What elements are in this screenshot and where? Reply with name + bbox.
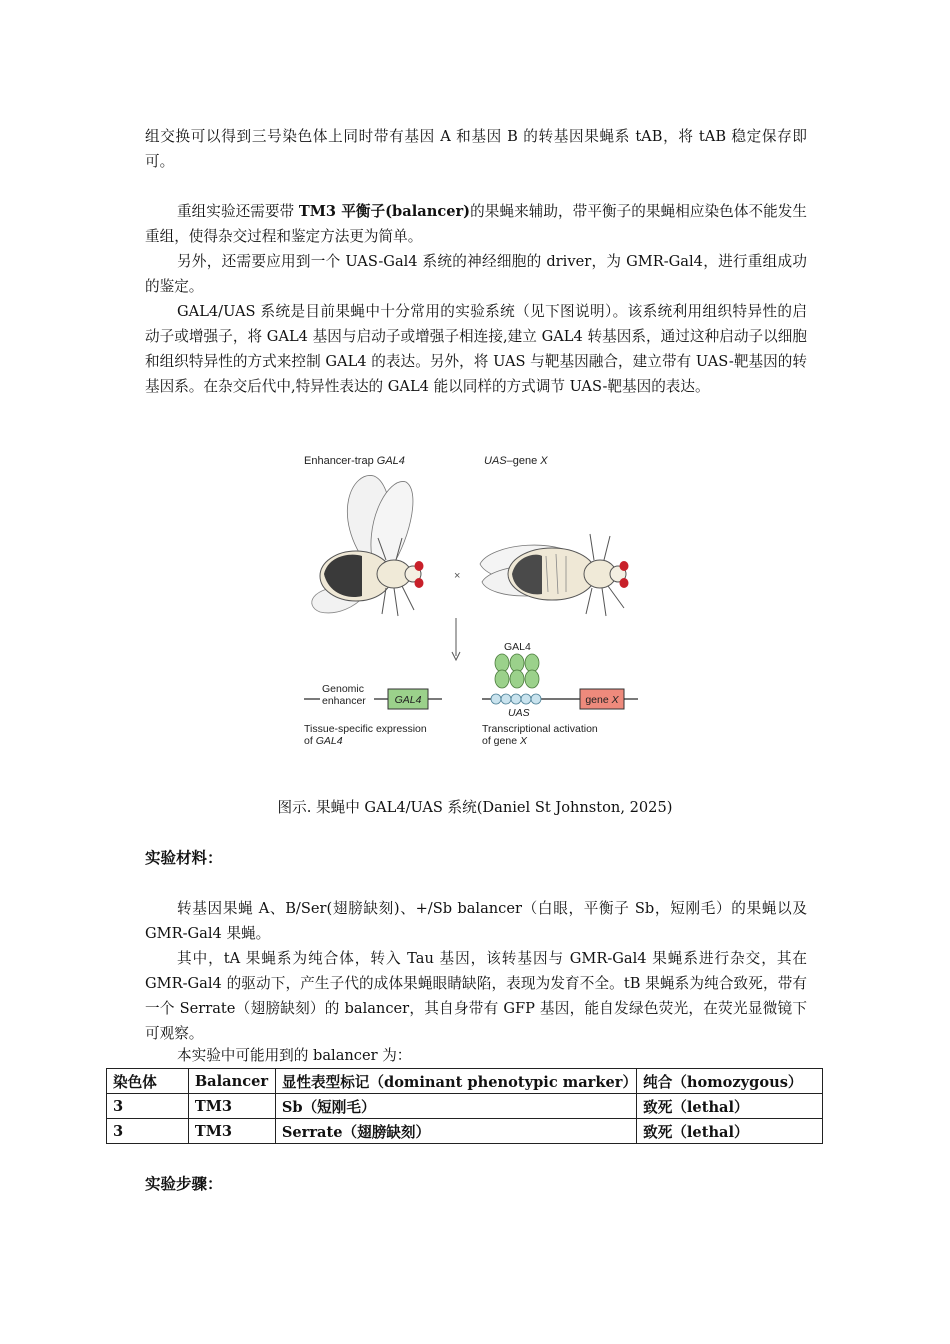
paragraph-balancer-post: 的果蝇来辅助，带平衡子的果蝇相应染色体不能发生重组，使得杂交过程和鉴定方法更为简单。: [145, 203, 808, 245]
gal4-protein-dimers-icon: [495, 654, 539, 688]
table-cell: TM3: [188, 1094, 275, 1119]
paragraph-balancer: [145, 199, 807, 249]
fly-right-icon: [480, 534, 629, 616]
paragraph-strains: 其中，tA 果蝇系为纯合体，转入 Tau 基因，该转基因与 GMR-Gal4 果蝇系进行杂交，其在 GMR-Gal4 的驱动下，产生子代的成体果蝇眼睛缺陷，表现为发育不全。tB 果蝇系为纯合致死，带有一个 Serrate（翅膀缺刻）的 balancer，其自身带有 GFP 基因，能自发绿色荧光，在荧光显微镜下可观察。: [145, 950, 807, 1042]
table-cell: 致死（lethal）: [637, 1094, 823, 1119]
paragraph-materials: 转基因果蝇 A、B/Ser(翅膀缺刻)、+/Sb balancer（白眼，平衡子 Sb，短刚毛）的果蝇以及 GMR-Gal4 果蝇。: [145, 900, 807, 942]
gal4-uas-figure: [290, 446, 650, 756]
table-cell: Serrate（翅膀缺刻）: [275, 1119, 636, 1144]
paragraph-driver: 另外，还需要应用到一个 UAS-Gal4 系统的神经细胞的 driver，为 GMR-Gal4，进行重组成功的鉴定。: [145, 253, 807, 295]
left-note-line2: of GAL4: [304, 735, 343, 747]
gal4-uas-diagram: [290, 446, 650, 756]
gal4-gene-label: GAL4: [394, 694, 422, 706]
genomic-enhancer-line1: Genomic: [322, 683, 365, 695]
paragraph-gal4-uas: GAL4/UAS 系统是目前果蝇中十分常用的实验系统（见下图说明）。该系统利用组织特异性的启动子或增强子，将 GAL4 基因与启动子或增强子相连接,建立 GAL4 转基因系，通过这种启动子以细胞和组织特异性的方式来控制 GAL4 的表达。另外，将 UAS 与靶基因融合，建立带有 UAS-靶基因的转基因系。在杂交后代中,特异性表达的 GAL4 能以同样的方式调节 UAS-靶基因的表达。: [145, 303, 807, 395]
down-arrow-icon: [452, 618, 460, 660]
table-header-cell: 纯合（homozygous）: [637, 1069, 823, 1094]
left-note-line1: Tissue-specific expression: [304, 723, 427, 735]
right-title: UAS–gene X: [484, 455, 548, 467]
table-cell: 致死（lethal）: [637, 1119, 823, 1144]
gal4-protein-label: GAL4: [504, 641, 531, 653]
paragraph-balancer-intro: 本实验中可能用到的 balancer 为：: [177, 1047, 412, 1064]
table-header-cell: 显性表型标记（dominant phenotypic marker）: [275, 1069, 636, 1094]
balancer-table: [106, 1068, 823, 1144]
table-cell: 3: [107, 1119, 189, 1144]
uas-sites-icon: [491, 694, 541, 704]
table-cell: Sb（短刚毛）: [275, 1094, 636, 1119]
steps-heading: 实验步骤：: [145, 1174, 223, 1193]
table-header-cell: Balancer: [188, 1069, 275, 1094]
table-cell: TM3: [188, 1119, 275, 1144]
table-row: [107, 1094, 823, 1119]
table-cell: 3: [107, 1094, 189, 1119]
paragraph-balancer-pre: 重组实验还需要带: [177, 203, 299, 220]
paragraph-recombination-end: 组交换可以得到三号染色体上同时带有基因 A 和基因 B 的转基因果蝇系 tAB，将 tAB 稳定保存即可。: [145, 128, 807, 170]
right-note-line2: of gene X: [482, 735, 527, 747]
right-note-line1: Transcriptional activation: [482, 723, 598, 735]
figure-caption: 图示. 果蝇中 GAL4/UAS 系统(Daniel St Johnston, 2025): [277, 799, 673, 816]
left-title: Enhancer-trap GAL4: [304, 455, 405, 467]
uas-label: UAS: [508, 707, 530, 719]
table-header-row: [107, 1069, 823, 1094]
table-row: [107, 1119, 823, 1144]
gene-x-label: gene X: [585, 694, 619, 706]
paragraph-balancer-bold: TM3 平衡子(balancer): [298, 203, 471, 220]
table-header-cell: 染色体: [107, 1069, 189, 1094]
materials-heading: 实验材料：: [145, 848, 223, 867]
cross-symbol: ×: [454, 570, 461, 582]
fly-left-icon: [312, 475, 424, 616]
genomic-enhancer-line2: enhancer: [322, 695, 366, 707]
